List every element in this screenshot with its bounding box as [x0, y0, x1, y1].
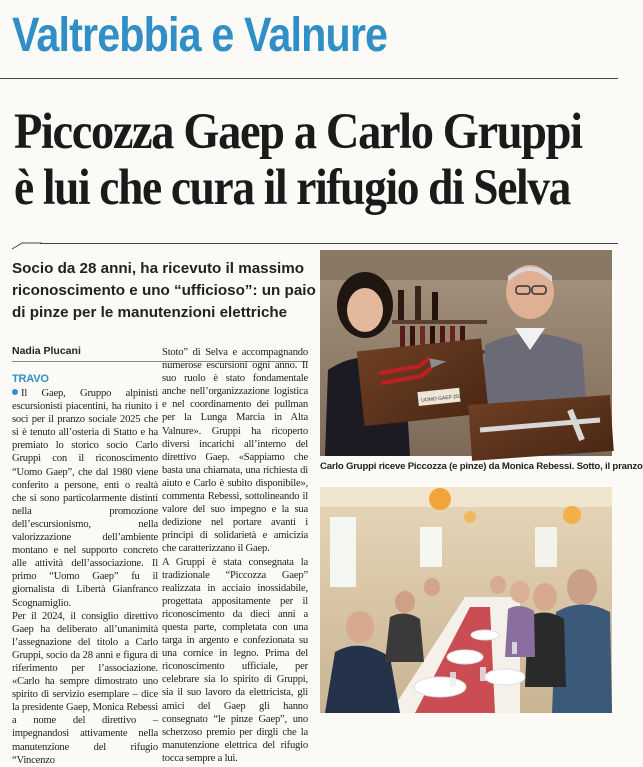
award-photo: [320, 250, 612, 456]
subheadline-line-1: Socio da 28 anni, ha ricevuto il massimo: [12, 260, 305, 277]
paragraph: Stoto” di Selva e accompagnando numerose escursioni ogni anno. Il suo ruolo è stato fondamentale anche nell’organizzazione logistica e nel coordinamento dei pullman per la Lunga Marcia in Alta Valnure». Gruppi ha ricoperto diversi incarichi all’interno del direttivo Gaep. «Sappiamo che basta una chiamata, una richiesta di aiuto e Carlo è subito disponibile», commenta Rebessi, sottolineando il valore del suo impegno e la sua dedizione nel portare avanti i principi di solidarietà e amicizia che caratterizzano il Gaep.: [162, 347, 308, 555]
corner-mark: [12, 240, 42, 250]
author-byline: Nadia Plucani: [12, 345, 81, 357]
section-title: Valtrebbia e Valnure: [12, 9, 388, 62]
top-divider: [0, 78, 618, 79]
headline-line-1: Piccozza Gaep a Carlo Gruppi: [14, 104, 582, 160]
subheadline-line-3: di pinze per le manutenzioni elettriche: [12, 304, 288, 321]
subheadline-line-2: riconoscimento e uno “ufficioso”: un paio: [12, 282, 316, 299]
paragraph: [12, 387, 158, 610]
subheadline: [12, 258, 316, 324]
article-column-1: [12, 372, 158, 766]
plaque-text: UOMO GAEP 2024: [420, 393, 465, 404]
middle-divider: [40, 243, 618, 244]
photo-caption: Carlo Gruppi riceve Piccozza (e pinze) da Monica Rebessi. Sotto, il pranzo: [320, 461, 643, 472]
lunch-photo: [320, 487, 612, 713]
dateline: TRAVO: [12, 373, 49, 385]
bullet-icon: [12, 389, 18, 395]
award-photo-illustration: [320, 250, 612, 456]
paragraph: Per il 2024, il consiglio direttivo Gaep ha deliberato all’unanimità l’assegnazione del titolo a Carlo Gruppi, socio da 28 anni e figura di riferimento per l’associazione. «Carlo ha sempre dimostrato uno spirito di servizio esemplare – dice la presidente Gaep, Monica Rebessi a nome del direttivo – impegnandosi attivamente nella manutenzione del rifugio “Vincenzo: [12, 610, 158, 766]
paragraph: A Gruppi è stata consegnata la tradizionale “Piccozza Gaep” realizzata in acciaio inossidabile, progettata appositamente per il riconoscimento da dieci anni a questa parte, completata con una targa in argento e confezionata su una cornice in legno. Prima del riconoscimento ufficiale, per celebrare sia lo spirito di Gruppi, sia il suo lavoro da elettricista, gli amici del Gaep gli hanno consegnato “le pinze Gaep”, uno scherzoso premio per dirgli che la manutenzione elettrica del rifugio tocca sempre a lui.: [162, 556, 308, 764]
lunch-photo-illustration: [320, 487, 612, 713]
headline-line-2: è lui che cura il rifugio di Selva: [14, 160, 571, 216]
article-column-2: [162, 346, 308, 764]
paragraph-text: Il Gaep, Gruppo alpinisti escursionisti piacentini, ha riunito i soci per il pranzo sociale 2025 che si è tenuto all’osteria di Statto e ha premiato lo storico socio Carlo Gruppi con il riconoscimento “Uomo Gaep”, che dal 1980 viene conferito a persone, enti o realtà che si sono particolarmente distinti nella promozione dell’escursionismo, nella valorizzazione dell’ambiente montano e nel supporto concreto alle attività dell’associazione. Il primo “Uomo Gaep” fu il giornalista di Libertà Gianfranco Scognamiglio.: [12, 388, 158, 609]
